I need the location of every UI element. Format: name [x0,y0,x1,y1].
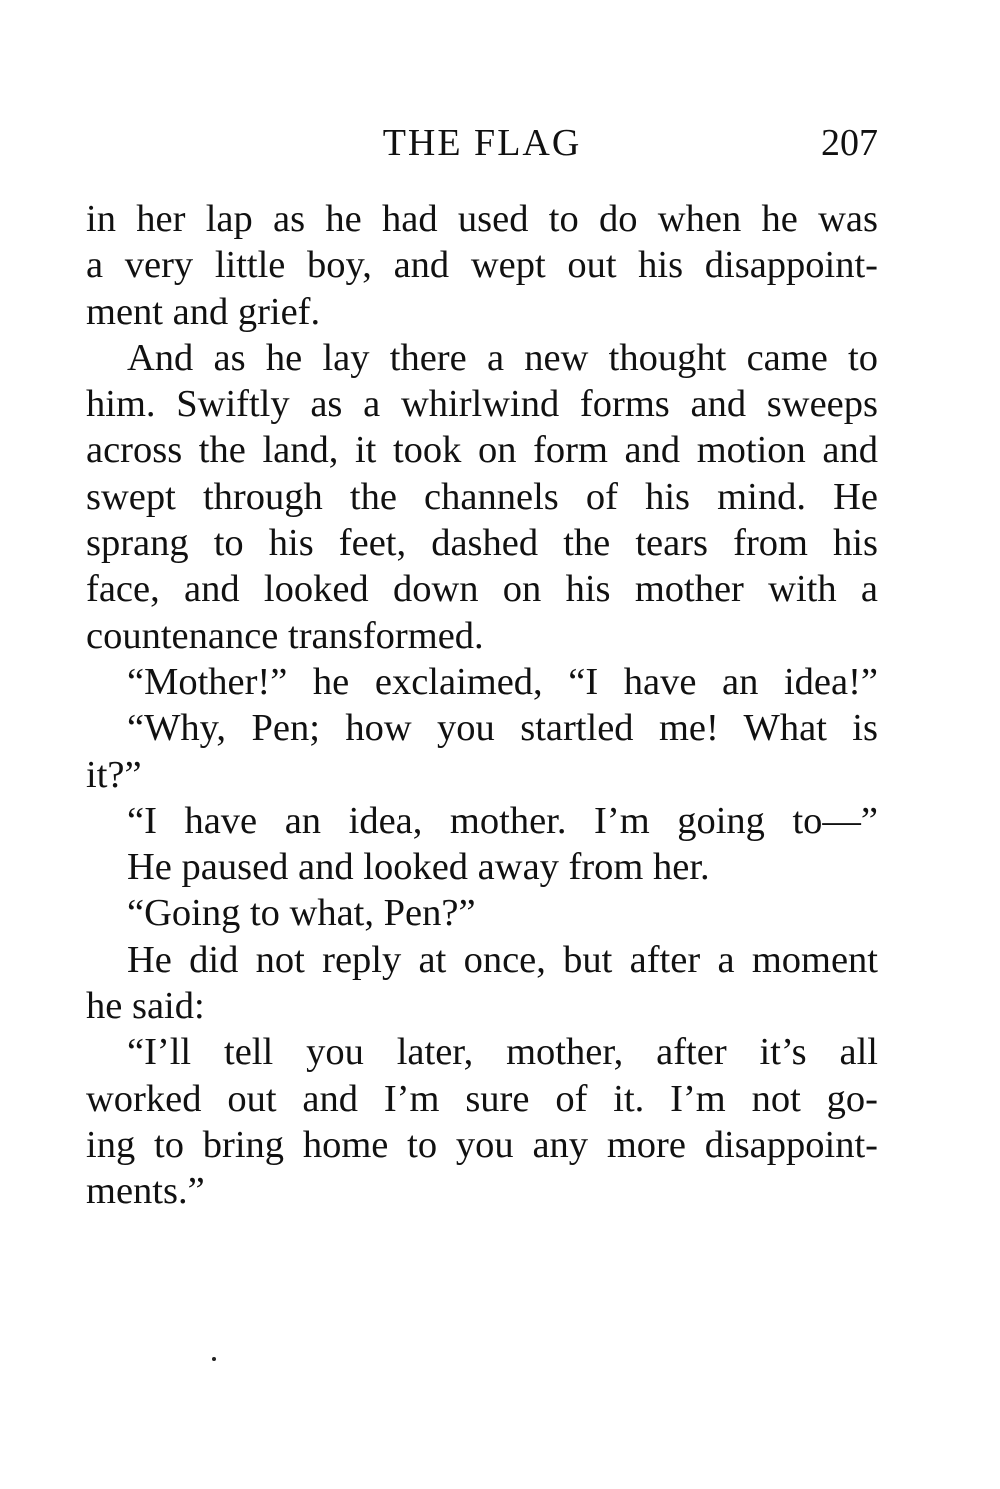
text-line: “I’ll tell you later, mother, after it’s all [127,1031,878,1074]
text-line: “Going to what, Pen?” [127,892,476,935]
text-line: countenance transformed. [86,614,484,657]
text-line: it?” [86,753,142,796]
text-line: ing to bring home to you any more disappoint- [86,1123,878,1166]
text-line: ments.” [86,1170,205,1213]
text-line: in her lap as he had used to do when he was [86,198,878,240]
text-line: across the land, it took on form and motion and [86,429,878,472]
text-line: worked out and I’m sure of it. I’m not go- [86,1077,878,1120]
text-line: swept through the channels of his mind. He [86,475,878,518]
text-line: He did not reply at once, but after a moment [127,938,878,981]
text-line: And as he lay there a new thought came to [127,336,878,379]
text-line: him. Swiftly as a whirlwind forms and sweeps [86,383,878,426]
ink-speck [212,1357,216,1361]
running-header [86,118,878,168]
text-line: a very little boy, and wept out his disappoint- [86,244,878,287]
text-line: he said: [86,985,205,1028]
text-line: “I have an idea, mother. I’m going to—” [127,799,878,842]
body-text [86,196,878,1215]
text-line: “Why, Pen; how you startled me! What is [127,707,878,750]
text-line: He paused and looked away from her. [127,846,710,889]
text-line: ment and grief. [86,290,321,333]
running-title: THE FLAG [382,122,582,164]
page-number: 207 [821,122,878,164]
text-line: “Mother!” he exclaimed, “I have an idea!” [127,660,878,703]
text-line: face, and looked down on his mother with a [86,568,878,611]
text-line: sprang to his feet, dashed the tears from his [86,522,878,565]
